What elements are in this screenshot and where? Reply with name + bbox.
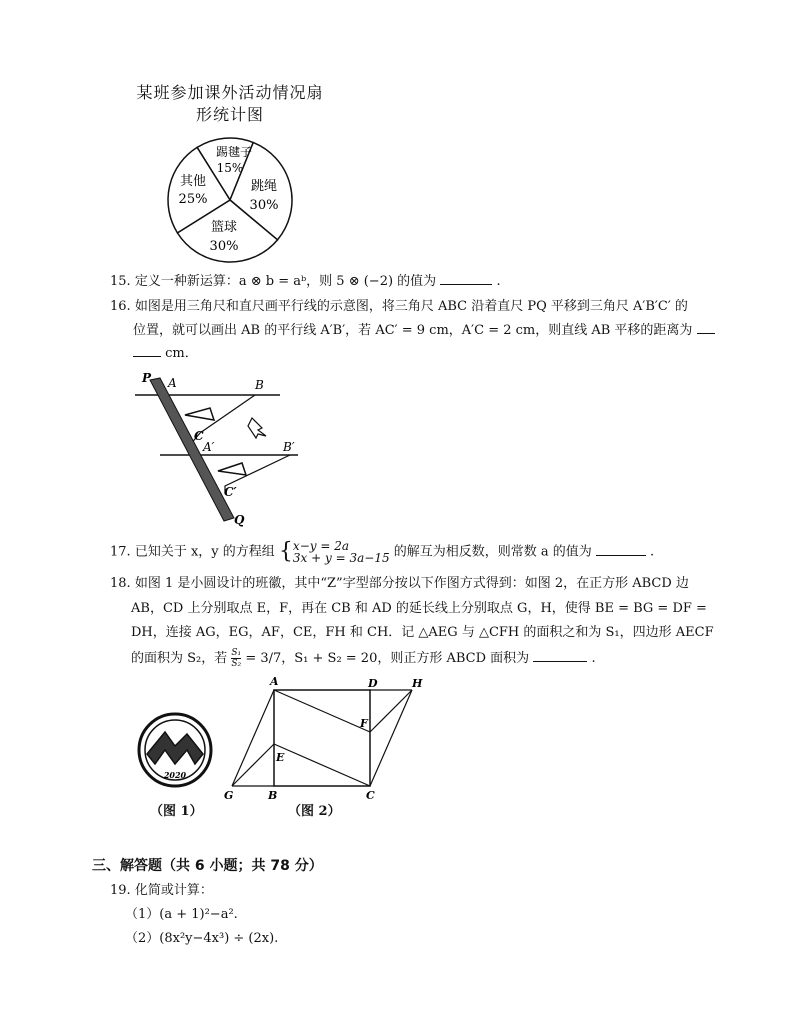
- question-17: [110, 540, 654, 564]
- label-b-prime: B′: [283, 440, 295, 454]
- label-f: F: [360, 717, 368, 730]
- fraction-numerator: S₁: [231, 648, 242, 658]
- answer-blank[interactable]: [697, 321, 715, 334]
- question-text: 的解互为相反数，则常数 a 的值为: [393, 544, 592, 560]
- label-h: H: [412, 677, 423, 690]
- question-number: 17.: [110, 544, 131, 560]
- slice-percent-qita: 25%: [178, 192, 208, 207]
- question-18-line1: [110, 573, 689, 595]
- pie-chart: [160, 135, 310, 265]
- segment-af: [274, 690, 370, 732]
- question-text: 如图是用三角尺和直尺画平行线的示意图，将三角尺 ABC 沿着直尺 PQ 平移到三角尺 A′B′C′ 的: [134, 299, 688, 314]
- equation-2: 3x + y = 3a−15: [292, 551, 390, 565]
- question-number: 15.: [110, 274, 131, 289]
- label-e: E: [276, 751, 285, 764]
- figure-2-caption: （图 2）: [288, 804, 341, 819]
- question-text: 位置，就可以画出 AB 的平行线 A′B′，若 AC′ = 9 cm，A′C = 2 cm，则直线 AB 平移的距离为: [133, 323, 693, 338]
- question-text: 已知关于 x，y 的方程组: [134, 544, 275, 560]
- slice-label-tiaosheng: 跳绳: [250, 179, 278, 194]
- question-number: 16.: [110, 299, 131, 314]
- slice-label-lanqiu: 篮球: [210, 220, 238, 235]
- question-16-line1: [110, 296, 688, 318]
- label-q: Q: [234, 513, 245, 527]
- answer-blank[interactable]: [533, 649, 587, 662]
- slice-percent-jianzi: 15%: [216, 161, 244, 175]
- question-text: 定义一种新运算：a ⊗ b = aᵇ，则 5 ⊗ (−2) 的值为: [134, 274, 437, 289]
- question-19-part-2: （2）(8x²y−4x³) ÷ (2x).: [125, 931, 279, 946]
- segment-ag: [232, 690, 274, 786]
- question-16-line3: [133, 343, 198, 365]
- square-abcd-figure: [222, 675, 432, 805]
- inner-triangle-1: [185, 408, 214, 420]
- question-19: [110, 880, 213, 902]
- segment-fh: [370, 690, 412, 732]
- question-text: = 3/7，S₁ + S₂ = 20，则正方形 ABCD 面积为: [245, 651, 530, 666]
- figure-1-caption: （图 1）: [150, 804, 203, 819]
- question-18-line2: AB，CD 上分别取点 E，F，再在 CB 和 AD 的延长线上分别取点 G，H，使得 BE = BG = DF =: [131, 601, 707, 616]
- label-a: A: [270, 675, 279, 688]
- question-end: .: [591, 651, 596, 666]
- badge-year: 2020: [163, 770, 187, 780]
- question-end: .: [650, 544, 655, 560]
- fraction-denominator: S₂: [231, 659, 242, 669]
- slice-percent-lanqiu: 30%: [209, 239, 239, 254]
- arrow-icon: [248, 418, 266, 438]
- pie-chart-subtitle: 形统计图: [195, 105, 264, 124]
- ruler-triangle-figure: [130, 368, 300, 528]
- slice-label-qita: 其他: [179, 174, 207, 189]
- question-text: 化简或计算：: [134, 883, 213, 898]
- class-badge-figure: [135, 710, 215, 790]
- slice-label-jianzi: 踢毽子: [215, 145, 253, 159]
- segment-ce: [274, 744, 370, 786]
- brace-icon: {: [278, 539, 293, 564]
- label-b: B: [255, 378, 264, 392]
- segment-eg: [232, 744, 274, 786]
- label-d: D: [368, 677, 378, 690]
- question-end: .: [496, 274, 501, 289]
- label-c-prime: C′: [224, 485, 237, 499]
- ruler-pq: [150, 378, 234, 521]
- question-19-part-1: （1）(a + 1)²−a².: [125, 907, 238, 922]
- equation-1: x−y = 2a: [292, 539, 349, 553]
- equation-system: [293, 540, 390, 564]
- section-title: 三、解答题（共 6 小题；共 78 分）: [92, 858, 323, 874]
- question-15: [110, 271, 501, 293]
- segment-ch: [370, 690, 412, 786]
- label-g: G: [224, 789, 234, 802]
- question-number: 19.: [110, 883, 131, 898]
- pie-chart-title: 某班参加课外活动情况扇: [136, 83, 324, 102]
- question-16-line2: [133, 320, 715, 342]
- label-b: B: [268, 789, 278, 802]
- square-abcd: [274, 690, 370, 786]
- answer-blank[interactable]: [596, 543, 646, 556]
- slice-percent-tiaosheng: 30%: [249, 198, 279, 213]
- question-number: 18.: [110, 576, 131, 591]
- question-unit: cm．: [165, 346, 198, 361]
- label-p: P: [142, 371, 152, 385]
- label-c: C: [366, 789, 375, 802]
- question-18-line4: [131, 648, 596, 670]
- label-a: A: [168, 376, 177, 390]
- question-text: 的面积为 S₂，若: [131, 651, 228, 666]
- answer-blank-cont[interactable]: [133, 344, 161, 357]
- fraction-s1-s2: [231, 648, 241, 669]
- question-text: 如图 1 是小圆设计的班徽，其中“Z”字型部分按以下作图方式得到：如图 2，在正方形 ABCD 边: [134, 576, 689, 591]
- question-18-line3: DH，连接 AG，EG，AF，CE，FH 和 CH．记 △AEG 与 △CFH 的面积之和为 S₁，四边形 AECF: [131, 625, 714, 640]
- inner-triangle-2: [218, 463, 246, 475]
- label-a-prime: A′: [203, 440, 215, 454]
- label-c: C: [194, 429, 204, 443]
- answer-blank[interactable]: [440, 272, 492, 285]
